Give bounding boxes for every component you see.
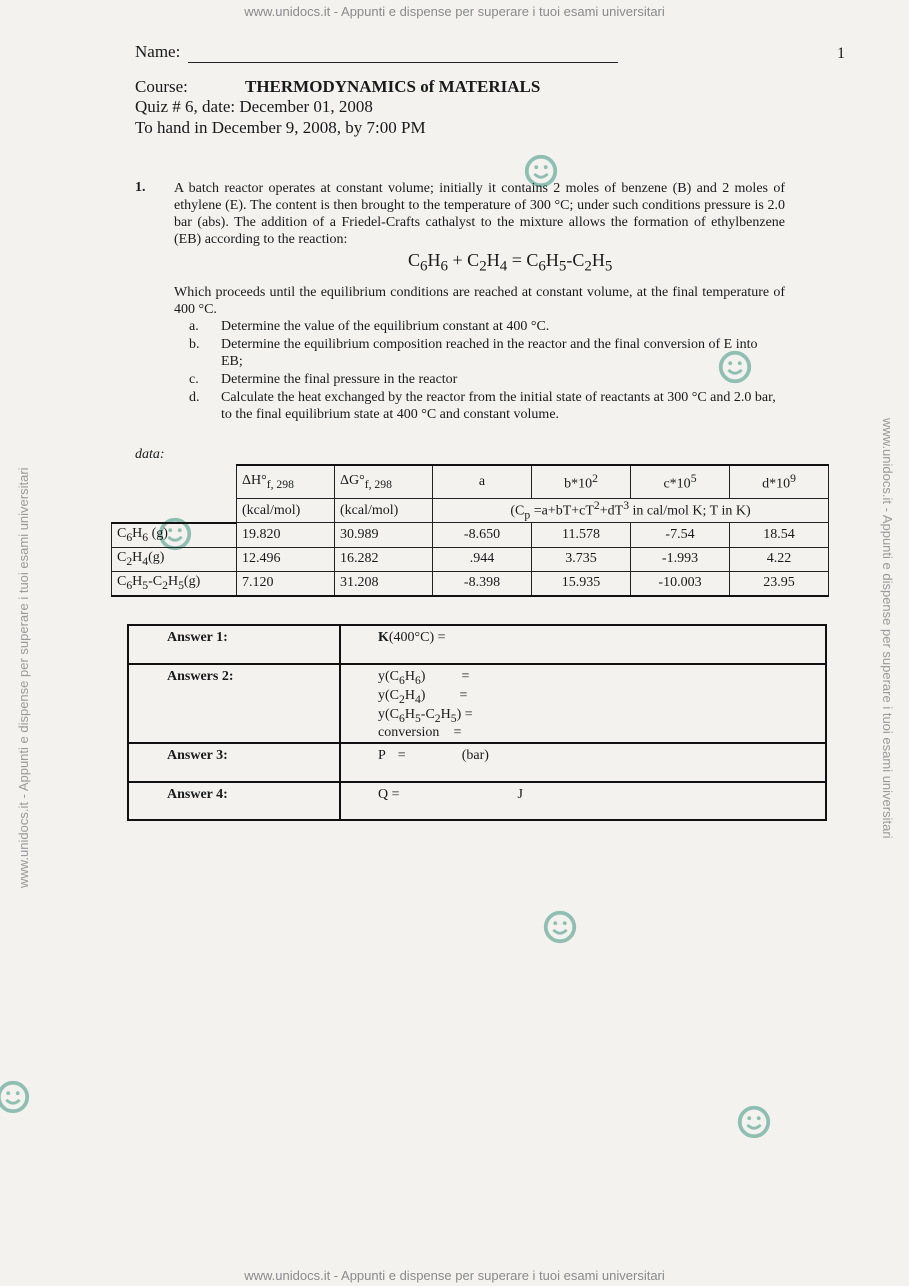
c-cell: -1.993 [631, 547, 730, 571]
c-cell: -10.003 [631, 571, 730, 596]
b-cell: 3.735 [532, 547, 631, 571]
c-cell: -7.54 [631, 523, 730, 548]
unit-dh: (kcal/mol) [237, 499, 335, 523]
name-label: Name: [135, 42, 181, 61]
answer-2-field[interactable]: $y(C_6H_6)$ = $y(C_2H_4)$ = $y(C_6H_5-C_2H_5)$ = conversion = [340, 664, 826, 743]
unidocs-logo-icon [735, 1103, 773, 1141]
dg-cell: 16.282 [335, 547, 433, 571]
answer-3-label: Answer 3: [128, 743, 340, 782]
course-title: THERMODYNAMICS of MATERIALS [245, 77, 541, 96]
reaction-equation: $C_6H_6 + C_2H_4 = C_6H_5-C_2H_5$ [408, 250, 613, 275]
table-row [112, 571, 829, 596]
answer-2-label: Answers 2: [128, 664, 340, 743]
species-cell: $C_6H_5-C_2H_5(g)$ [112, 571, 237, 596]
answer-4-field[interactable]: Q = J [340, 782, 826, 820]
watermark-right: www.unidocs.it - Appunti e dispense per superare i tuoi esami universitari [880, 418, 895, 839]
b-cell: 15.935 [532, 571, 631, 596]
header-a: a [433, 465, 532, 499]
dh-cell: 12.496 [237, 547, 335, 571]
question-intro: A batch reactor operates at constant volume; initially it contains 2 moles of benzene (B) and 2 moles of ethylene (E). The content is then brought to the temperature of 300 °C; under such conditions pressure is 2.0 bar (abs). The addition of a Friedel-Crafts cathalyst to the mixture allows the formation of ethylbenzene (EB) according to the reaction: [174, 181, 785, 247]
unidocs-logo-icon [541, 908, 579, 946]
list-item: d. Calculate the heat exchanged by the reactor from the initial state of reactants at 300 °C and 2.0 bar, to the final equilibrium state at 400 °C and constant volume. [189, 390, 776, 422]
d-cell: 4.22 [730, 547, 829, 571]
list-item: b. Determine the equilibrium composition reached in the reactor and the final conversion of E into EB; [189, 337, 758, 369]
table-row [112, 547, 829, 571]
unidocs-logo-icon [0, 1078, 32, 1116]
list-item: a. Determine the value of the equilibrium constant at 400 °C. [189, 319, 550, 334]
a-cell: -8.398 [433, 571, 532, 596]
course-label: Course: [135, 77, 188, 96]
question-number: 1. [135, 180, 146, 195]
dg-cell: 31.208 [335, 571, 433, 596]
question-items [189, 318, 779, 424]
a-cell: -8.650 [433, 523, 532, 548]
species-cell: $C_2H_4(g)$ [112, 547, 237, 571]
watermark-top: www.unidocs.it - Appunti e dispense per superare i tuoi esami universitari [244, 4, 665, 19]
dg-cell: 30.989 [335, 523, 433, 548]
answer-1-label: Answer 1: [128, 625, 340, 664]
answer-1-field[interactable]: K(400°C) = [340, 625, 826, 664]
quiz-line: Quiz # 6, date: December 01, 2008 [135, 97, 373, 116]
a-cell: .944 [433, 547, 532, 571]
species-cell: $C_6H_6$ (g) [112, 523, 237, 548]
d-cell: 23.95 [730, 571, 829, 596]
dh-cell: 19.820 [237, 523, 335, 548]
answer-3-field[interactable]: P = (bar) [340, 743, 826, 782]
question-follow: Which proceeds until the equilibrium conditions are reached at constant volume, at the final temperature of 400 °C. [174, 285, 785, 317]
page-number: 1 [837, 45, 845, 62]
data-label: data: [135, 447, 165, 462]
cp-formula: ($C_p =a+bT+cT^2+dT^3$ in cal/mol K; T in K) [433, 499, 829, 523]
header-b: $b*10^2$ [532, 465, 631, 499]
header-c: $c*10^5$ [631, 465, 730, 499]
header-d: $d*10^9$ [730, 465, 829, 499]
d-cell: 18.54 [730, 523, 829, 548]
b-cell: 11.578 [532, 523, 631, 548]
answer-4-label: Answer 4: [128, 782, 340, 820]
watermark-bottom: www.unidocs.it - Appunti e dispense per superare i tuoi esami universitari [244, 1268, 665, 1283]
watermark-left: www.unidocs.it - Appunti e dispense per superare i tuoi esami universitari [16, 467, 31, 888]
course-line [135, 77, 541, 97]
name-blank-line[interactable] [188, 62, 618, 63]
table-row [112, 523, 829, 548]
hand-in-line: To hand in December 9, 2008, by 7:00 PM [135, 118, 426, 137]
header-dh: $\Delta H^\circ_{f, 298}$ [237, 465, 335, 499]
answer-table [127, 624, 827, 821]
thermo-data-table [111, 464, 829, 597]
list-item: c. Determine the final pressure in the reactor [189, 372, 458, 387]
unit-dg: (kcal/mol) [335, 499, 433, 523]
dh-cell: 7.120 [237, 571, 335, 596]
header-dg: $\Delta G^\circ_{f, 298}$ [335, 465, 433, 499]
